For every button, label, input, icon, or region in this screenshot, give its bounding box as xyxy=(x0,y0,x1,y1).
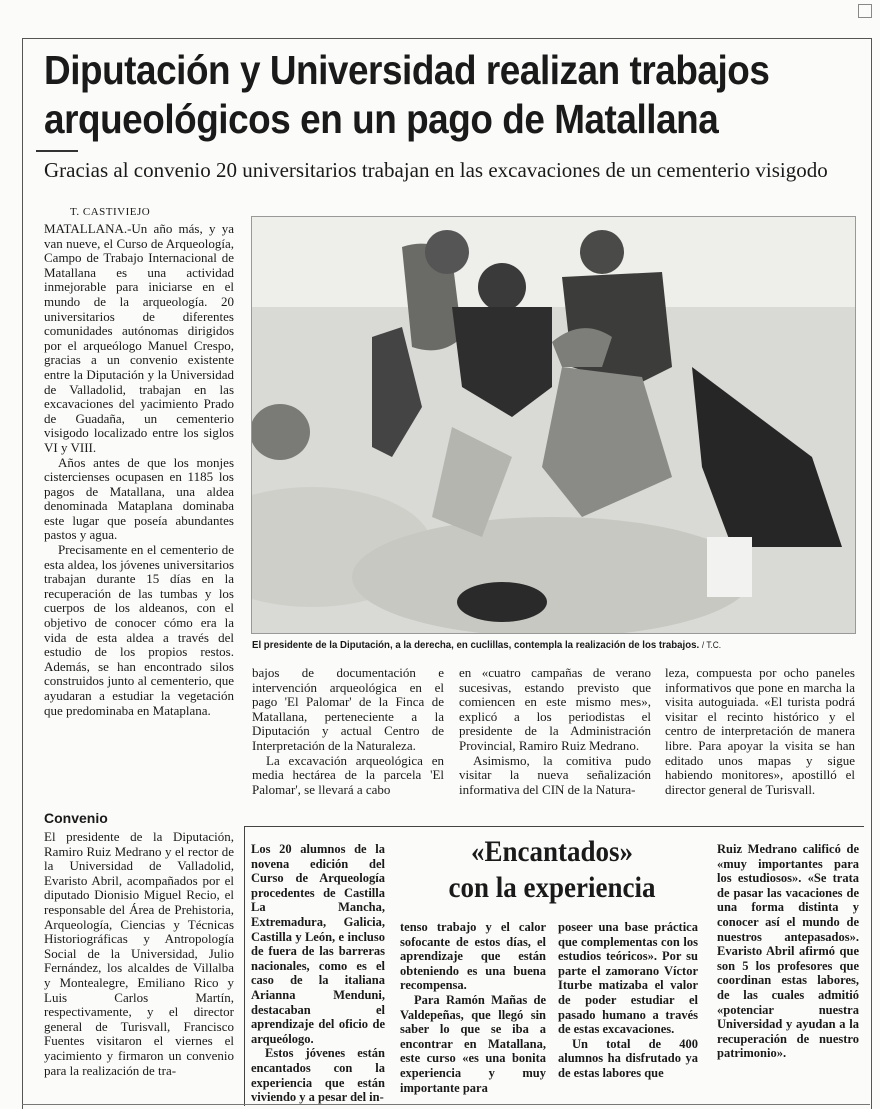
sidebar-column-3 xyxy=(558,920,698,1081)
photo-caption-text: El presidente de la Diputación, a la derecha, en cuclillas, contempla la realización de los trabajos. xyxy=(252,639,700,651)
sidebar-paragraph: Para Ramón Mañas de Valdepeñas, que llegó sin saber lo que se iba a encontrar en Matallana, este curso «es una bonita experiencia y muy importante para xyxy=(400,992,546,1095)
article-column-3 xyxy=(459,666,651,797)
sidebar-title xyxy=(417,834,687,906)
footer-rule xyxy=(22,1104,870,1105)
sidebar-paragraph: Ruiz Medrano calificó de «muy importantes para los estudiosos». «Se trata de pasar las vacaciones de una forma distinta y conocer así el mundo de nuestros antepasados». Evaristo Abril afirmó que son 5 los profesores que coordinan estas labores, de las cuales admitió «potenciar nuestra Universidad y ayudan a la recuperación de nuestro patrimonio». xyxy=(717,842,859,1061)
article-column-2 xyxy=(252,666,444,797)
sidebar-title-line-2: con la experiencia xyxy=(448,871,656,904)
article-paragraph: Precisamente en el cementerio de esta aldea, los jóvenes universitarios trabajan durante 15 días en la recuperación de las tumbas y los cuerpos de los aldeanos, con el objetivo de conocer cómo era la vida de esta aldea a través del estudio de los propios restos. Además, se han encontrado silos construidos junto al cementerio, que ayudaran a estudiar la vegetación que predominaba en Mataplana. xyxy=(44,542,234,718)
article-column-1-lower xyxy=(44,830,234,1078)
sidebar-paragraph: Los 20 alumnos de la novena edición del Curso de Arqueología procedentes de Castilla La Mancha, Extremadura, Galicia, Castilla y León, e incluso de fuera de las barreras nacionales, como es el caso de la italiana Arianna Menduni, destacaban el aprendizaje del oficio de arqueólogo. xyxy=(251,842,385,1046)
sidebar-column-4 xyxy=(717,842,859,1061)
article-column-1 xyxy=(44,222,234,718)
sidebar-column-1 xyxy=(251,842,385,1105)
photo-caption xyxy=(252,639,813,651)
headline-line-1: Diputación y Universidad realizan trabajos xyxy=(44,47,770,93)
excavation-photo xyxy=(251,216,856,634)
sidebar-title-line-1: «Encantados» xyxy=(470,835,634,868)
sidebar-paragraph: Estos jóvenes están encantados con la experiencia que están viviendo y a pesar del in- xyxy=(251,1046,385,1105)
sidebar-paragraph: tenso trabajo y el calor sofocante de estos días, el aprendizaje que están obteniendo es una buena recompensa. xyxy=(400,920,546,993)
photo-credit: / T.C. xyxy=(701,640,722,650)
headline xyxy=(44,46,782,144)
article-paragraph: Años antes de que los monjes cistercienses ocupasen en 1185 los pagos de Matallana, una aldea denominada Mataplana dominaba este lugar que poseía abundantes pastos y agua. xyxy=(44,454,234,543)
sidebar-column-2 xyxy=(400,920,546,1095)
sidebar-paragraph: poseer una base práctica que complementas con los estudios teóricos». Por su parte el zamorano Víctor Iturbe matizaba el valor de poder estudiar el pasado humano a través de estas excavaciones. xyxy=(558,920,698,1037)
byline: T. CASTIVIEJO xyxy=(70,206,151,218)
sidebar-paragraph: Un total de 400 alumnos ha disfrutado ya de estas labores que xyxy=(558,1036,698,1080)
article-paragraph: MATALLANA.-Un año más, y ya van nueve, el Curso de Arqueología, Campo de Trabajo Internacional de Matallana es una actividad inmejorable para iniciarse en el mundo de la arqueología. 20 universitarios de diferentes comunidades autónomas dirigidos por el arqueólogo Manuel Crespo, gracias a un convenio existente entre la Diputación y la Universidad de Valladolid, trabajan en las excavaciones del yacimiento Prado de Guadaña, un cementerio visigodo localizado entre los siglos VI y VIII. xyxy=(44,221,234,455)
article-paragraph: leza, compuesta por ocho paneles informativos que pone en marcha la visita autoguiada. «El turista podrá visitar el recinto histórico y el centro de interpretación de manera libre. Para apoyar la visita se han editado unos mapas y sigue habiendo monitores», apostilló el director general de Turisvall. xyxy=(665,665,855,797)
section-title-convenio: Convenio xyxy=(44,810,108,826)
article-paragraph: bajos de documentación e intervención arqueológica en el pago 'El Palomar' de la Finca de Matallana, perteneciente a la Diputación y actual Centro de Interpretación de la Naturaleza. xyxy=(252,665,444,753)
article-paragraph: El presidente de la Diputación, Ramiro Ruiz Medrano y el rector de la Universidad de Valladolid, Evaristo Abril, acompañados por el diputado Dionisio Miguel Recio, el responsable del Área de Prehistoria, Arqueología, Ciencias y Técnicas Historiográficas y Antropología Social de la Universidad, Julio Fernández, los alcaldes de Villalba y Montealegre, Emiliano Rico y Luis Carlos Martín, respectivamente, y el director general de Turisvall, Francisco Fuentes visitaron el viernes el yacimiento y firmaron un convenio para la realización de tra- xyxy=(44,829,234,1078)
article-column-4 xyxy=(665,666,855,797)
subheadline: Gracias al convenio 20 universitarios trabajan en las excavaciones de un cementerio visigodo xyxy=(44,158,828,182)
photo-illustration xyxy=(252,217,855,633)
headline-line-2: arqueológicos en un pago de Matallana xyxy=(44,96,719,142)
subhead-rule xyxy=(36,150,78,152)
corner-box xyxy=(858,4,872,18)
article-paragraph: Asimismo, la comitiva pudo visitar la nueva señalización informativa del CIN de la Natura- xyxy=(459,752,651,797)
sidebar-left-rule xyxy=(244,826,245,1106)
sidebar-top-rule xyxy=(244,826,864,827)
article-paragraph: en «cuatro campañas de verano sucesivas, estando previsto que comiencen en este mismo mes», explicó a los periodistas el presidente de la Administración Provincial, Ramiro Ruiz Medrano. xyxy=(459,665,651,753)
article-paragraph: La excavación arqueológica en media hectárea de la parcela 'El Palomar', se llevará a cabo xyxy=(252,752,444,797)
